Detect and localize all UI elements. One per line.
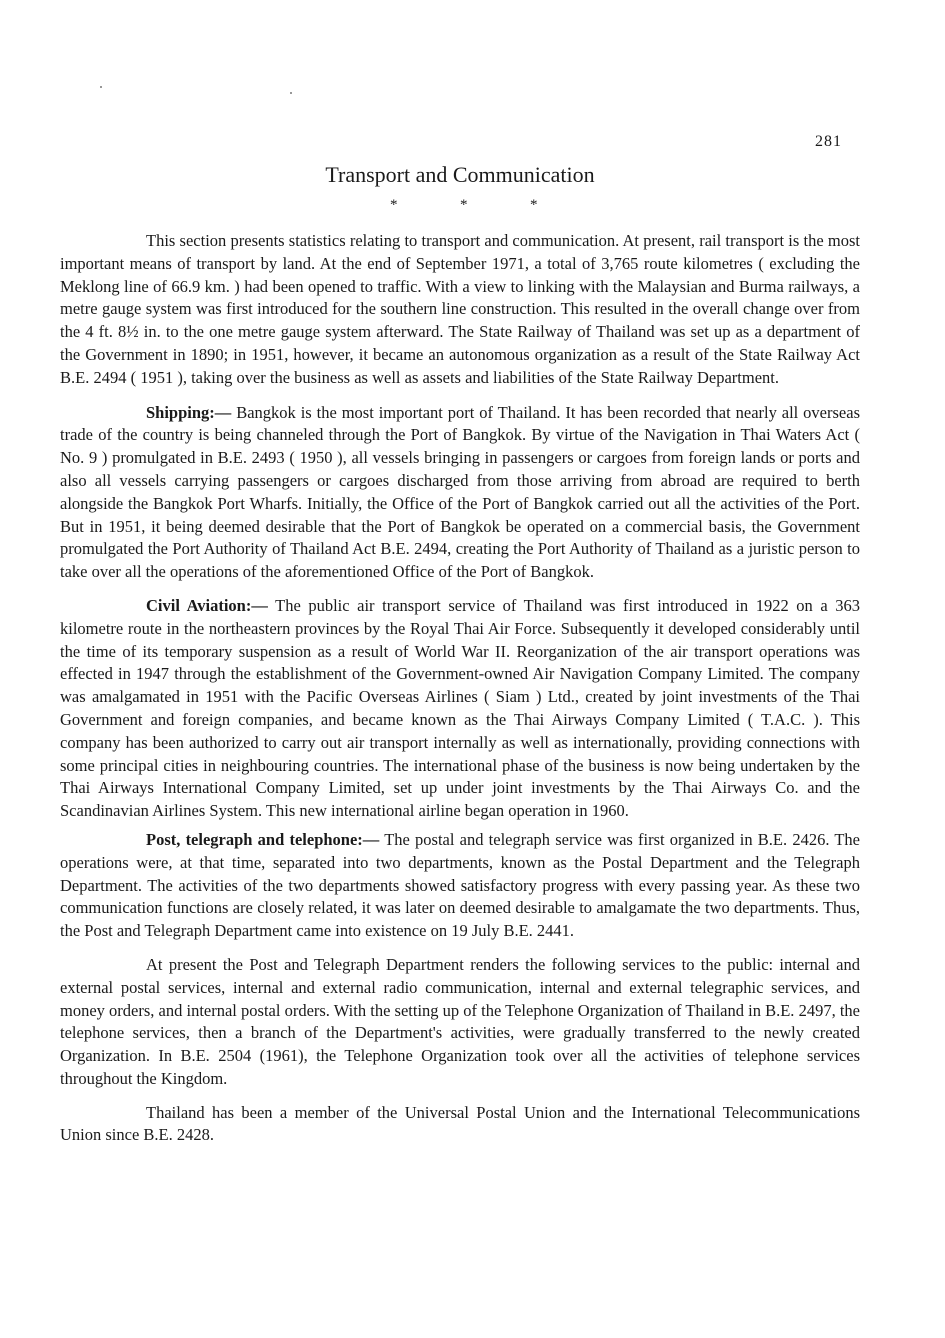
ornament-star: * xyxy=(390,197,398,213)
page-title: Transport and Communication xyxy=(325,162,595,187)
section-ornament xyxy=(0,197,920,221)
scan-specks xyxy=(0,0,945,120)
page-number: 281 xyxy=(815,133,842,150)
paragraph-text: This section presents statistics relating to transport and communication. At present, rail transport is the most important means of transport by land. At the end of September 1971, a total of 3,765 route kilometres ( excluding the Meklong line of 66.9 km. ) had been opened to traffic. With a view to linking with the Malaysian and Burma railways, a metre gauge system was first introduced for the southern line construction. This resulted in the overall change over from the 4 ft. 8½ in. to the one metre gauge system afterward. The State Railway of Thailand was set up as a department of the Government in 1890; in 1951, however, it became an autonomous organization as a result of the State Railway Act B.E. 2494 ( 1951 ), taking over the business as well as assets and liabilities of the State Railway Department. xyxy=(60,231,860,387)
paragraph-shipping xyxy=(60,402,860,584)
paragraph-lead: Shipping:— xyxy=(146,402,232,422)
paragraph-post-telegraph xyxy=(60,829,860,943)
paragraph-text: Thailand has been a member of the Universal Postal Union and the International Telecommunications Union since B.E. 2428. xyxy=(60,1102,860,1145)
ornament-star: * xyxy=(530,197,538,213)
body-text xyxy=(60,230,860,1158)
paragraph-text: The postal and telegraph service was first organized in B.E. 2426. The operations were, at that time, separated into two departments, known as the Postal Department and the Telegraph Department. The activities of the two departments showed satisfactory progress with every passing year. As these two communication functions are closely related, it was later on deemed desirable to amalgamate the two departments. Thus, the Post and Telegraph Department came into existence on 19 July B.E. 2441. xyxy=(60,829,860,941)
paragraph-services xyxy=(60,954,860,1091)
ornament-star: * xyxy=(460,197,468,213)
paragraph-intro xyxy=(60,230,860,390)
paragraph-lead: Civil Aviation:— xyxy=(146,595,268,615)
paragraph-membership xyxy=(60,1102,860,1148)
paragraph-civil-aviation xyxy=(60,595,860,823)
paragraph-text: At present the Post and Telegraph Department renders the following services to the public: internal and external postal services, internal and external radio communication, internal and external telegraphic services, and money orders, and internal postal orders. With the setting up of the Telephone Organization of Thailand in B.E. 2497, the telephone services, then a branch of the Department's activities, were gradually transferred to the newly created Organization. In B.E. 2504 (1961), the Telephone Organization took over all the activities of telephone services throughout the Kingdom. xyxy=(60,954,860,1088)
scan-speck xyxy=(100,86,102,88)
paragraph-text: The public air transport service of Thailand was first introduced in 1922 on a 363 kilometre route in the northeastern provinces by the Royal Thai Air Force. Subsequently it developed considerably until the time of its temporary suspension as a result of World War II. Reorganization of the air transport operations was effected in 1947 through the establishment of the Government-owned Air Navigation Company Limited. The company was amalgamated in 1951 with the Pacific Overseas Airlines ( Siam ) Ltd., created by joint investments of the Thai Government and foreign companies, and became known as the Thai Airways Company Limited ( T.A.C. ). This company has been authorized to carry out air transport internally as well as internationally, providing connections with some principal cities in neighbouring countries. The international phase of the business is now being undertaken by the Thai Airways International Company Limited, set up under joint investments by the Thai Airways Co. and the Scandinavian Airlines System. This new international airline began operation in 1960. xyxy=(60,595,860,821)
paragraph-lead: Post, telegraph and telephone:— xyxy=(146,829,380,849)
scan-speck xyxy=(290,92,292,94)
paragraph-text: Bangkok is the most important port of Thailand. It has been recorded that nearly all overseas trade of the country is being channeled through the Port of Bangkok. By virtue of the Navigation in Thai Waters Act ( No. 9 ) promulgated in B.E. 2493 ( 1950 ), all vessels bringing in passengers or cargoes from foreign lands or ports and also all vessels carrying passengers or cargoes discharged from those arriving from abroad are required to berth alongside the Bangkok Port Wharfs. Initially, the Office of the Port of Bangkok carried out all the activities of the Port. But in 1951, it being deemed desirable that the Port of Bangkok be operated on a commercial basis, the Government promulgated the Port Authority of Thailand Act B.E. 2494, creating the Port Authority of Thailand as a juristic person to take over all the operations of the aforementioned Office of the Port of Bangkok. xyxy=(60,402,860,582)
